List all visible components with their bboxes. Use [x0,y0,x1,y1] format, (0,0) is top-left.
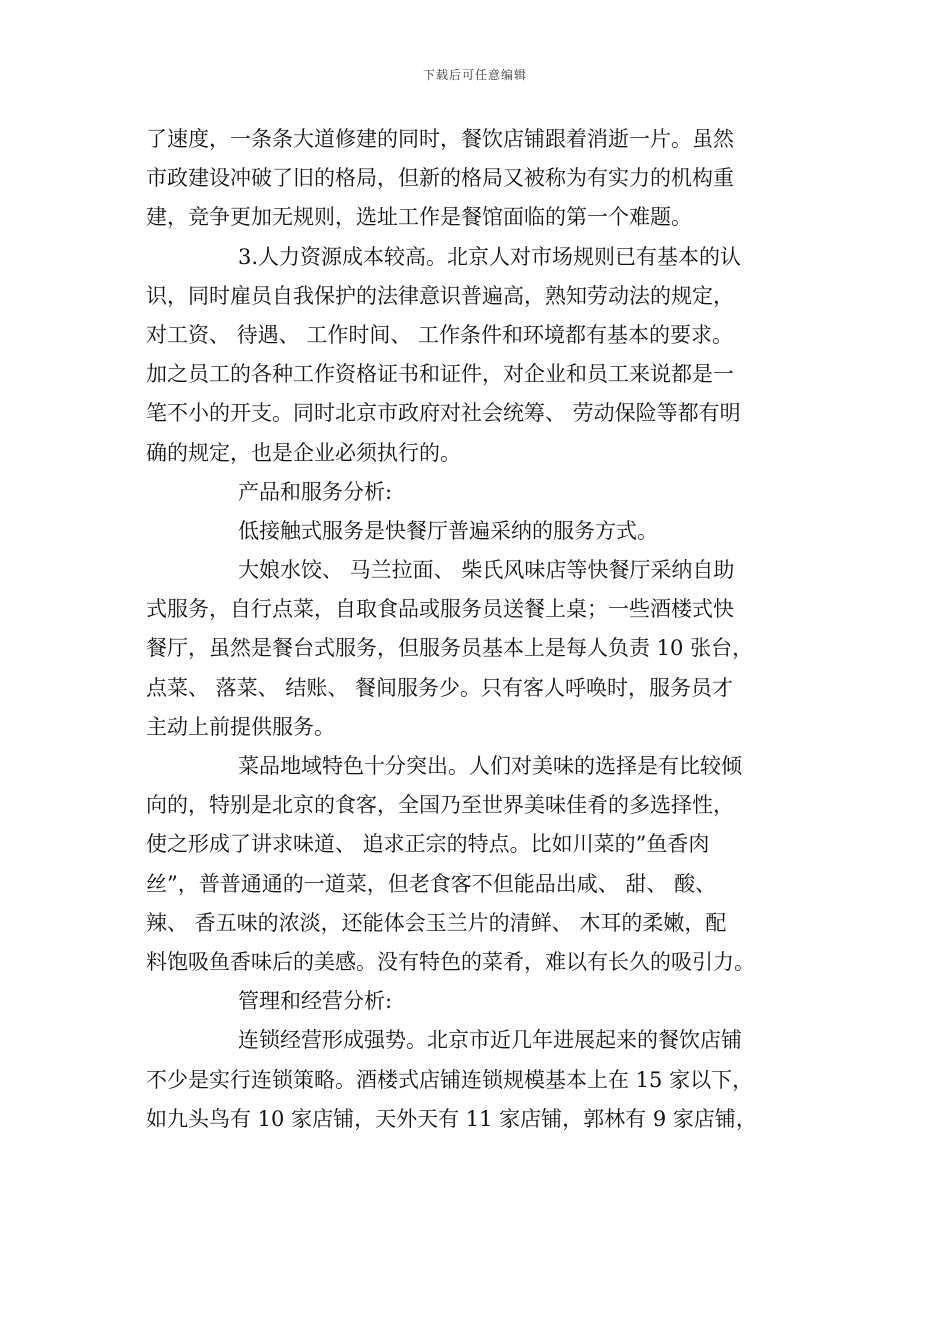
text-line: 不少是实行连锁策略。酒楼式店铺连锁规模基本上在 15 家以下， [146,1067,754,1092]
text-line: 大娘水饺、 马兰拉面、 柴氏风味店等快餐厅采纳自助 [238,558,735,583]
text-line: 使之形成了讲求味道、 追求正宗的特点。比如川菜的”鱼香肉 [146,832,710,857]
text-line: 建，竞争更加无规则，选址工作是餐馆面临的第一个难题。 [146,205,692,230]
text-line: 如九头鸟有 10 家店铺，天外天有 11 家店铺，郭林有 9 家店铺， [146,1106,757,1131]
text-line: 产品和服务分析: [238,479,393,504]
text-line: 式服务，自行点菜，自取食品或服务员送餐上桌；一些酒楼式快 [146,597,734,622]
text-line: 向的，特别是北京的食客，全国乃至世界美味佳肴的多选择性， [146,793,734,818]
text-line: 了速度，一条条大道修建的同时，餐饮店铺跟着消逝一片。虽然 [146,127,734,151]
header-note: 下载后可任意编辑 [422,68,527,82]
text-line: 笔不小的开支。同时北京市政府对社会统筹、 劳动保险等都有明 [146,401,741,426]
text-line: 料饱吸鱼香味后的美感。没有特色的菜肴，难以有长久的吸引力。 [146,949,755,974]
text-line: 确的规定，也是企业必须执行的。 [146,440,461,465]
text-line: 管理和经营分析: [238,989,393,1014]
text-line: 菜品地域特色十分突出。人们对美味的选择是有比较倾 [238,754,742,778]
text-line: 3.人力资源成本较高。北京人对市场规则已有基本的认 [238,244,742,269]
text-line: 低接触式服务是快餐厅普遍采纳的服务方式。 [238,518,658,543]
text-line: 加之员工的各种工作资格证书和证件，对企业和员工来说都是一 [146,362,734,387]
text-line: 识，同时雇员自我保护的法律意识普遍高，熟知劳动法的规定， [146,283,734,308]
text-line: 辣、 香五味的浓淡，还能体会玉兰片的清鲜、 木耳的柔嫩，配 [146,910,727,935]
text-line: 连锁经营形成强势。北京市近几年进展起来的餐饮店铺 [238,1028,742,1053]
text-line: 市政建设冲破了旧的格局，但新的格局又被称为有实力的机构重 [146,166,734,191]
text-line: 餐厅，虽然是餐台式服务，但服务员基本上是每人负责 10 张台， [146,636,754,661]
body-text [146,120,808,1139]
text-line: 丝”，普普通通的一道菜，但老食客不但能品出咸、 甜、 酸、 [146,871,717,896]
text-line: 主动上前提供服务。 [146,714,335,739]
text-line: 对工资、 待遇、 工作时间、 工作条件和环境都有基本的要求。 [146,322,734,347]
text-line: 点菜、 落菜、 结账、 餐间服务少。只有客人呼唤时，服务员才 [146,675,734,700]
